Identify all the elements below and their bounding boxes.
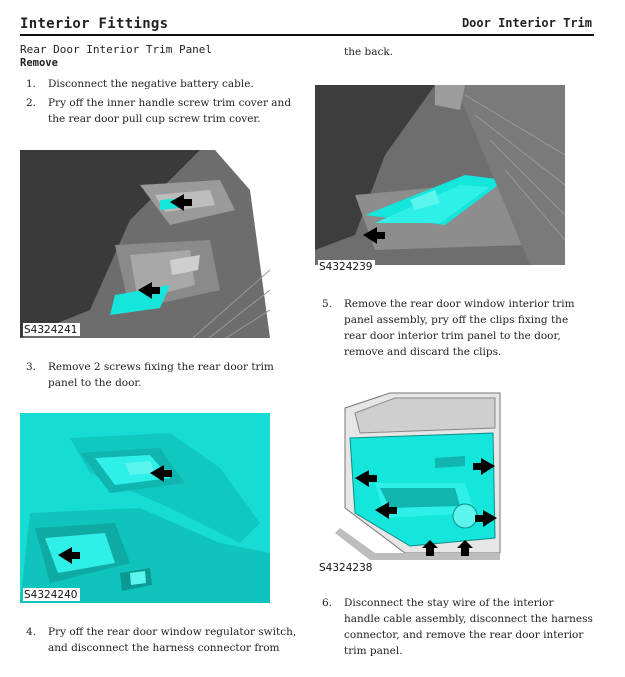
figure-label: S4324241: [23, 323, 80, 336]
topic-title: Door Interior Trim: [461, 16, 592, 30]
step-text: panel assembly, pry off the clips fixing the: [344, 314, 569, 326]
header-rule: [20, 34, 594, 36]
door-trim-illustration: [20, 150, 270, 338]
step-text: Remove 2 screws fixing the rear door trim: [48, 361, 274, 373]
page-header: [20, 16, 592, 36]
step-6: [322, 595, 622, 659]
step-text: trim panel.: [344, 645, 403, 657]
switch-panel-illustration: [20, 413, 270, 603]
step-text: handle cable assembly, disconnect the harness: [344, 613, 593, 625]
step-number: 3.: [26, 361, 37, 373]
step-text: Disconnect the negative battery cable.: [48, 78, 254, 90]
step-number: 5.: [322, 298, 333, 310]
step-text: Disconnect the stay wire of the interior: [344, 597, 554, 609]
step-1: [26, 76, 316, 92]
step-text: connector, and remove the rear door interior: [344, 629, 584, 641]
window-switch-illustration: [315, 85, 565, 275]
figure-label: S4324238: [318, 561, 375, 574]
step-number: 6.: [322, 597, 333, 609]
step-text: rear door interior trim panel to the door,: [344, 330, 561, 342]
figure-s4324241: [20, 150, 270, 338]
step-number: 2.: [26, 97, 37, 109]
step-4: [26, 624, 321, 656]
procedure-subtitle: Remove: [20, 57, 58, 69]
section-title: Interior Fittings: [20, 16, 169, 32]
step-text: Remove the rear door window interior trim: [344, 298, 575, 310]
step-text: panel to the door.: [48, 377, 142, 389]
step-text: Pry off the inner handle screw trim cover and: [48, 97, 292, 109]
step-text: the rear door pull cup screw trim cover.: [48, 113, 261, 125]
step-number: 1.: [26, 78, 37, 90]
step-2: [26, 95, 316, 127]
figure-label: S4324239: [318, 260, 375, 273]
figure-s4324240: [20, 413, 270, 603]
figure-label: S4324240: [23, 588, 80, 601]
step-text: Pry off the rear door window regulator switch,: [48, 626, 297, 638]
figure-s4324238: [315, 388, 565, 576]
step-number: 4.: [26, 626, 37, 638]
step-text: remove and discard the clips.: [344, 346, 502, 358]
step-text: and disconnect the harness connector from: [48, 642, 280, 654]
door-panel-clips-illustration: [315, 388, 565, 576]
step-5: [322, 296, 622, 360]
figure-s4324239: [315, 85, 565, 275]
step-3: [26, 359, 316, 391]
continued-text: the back.: [344, 46, 394, 58]
procedure-title: Rear Door Interior Trim Panel: [20, 43, 213, 56]
